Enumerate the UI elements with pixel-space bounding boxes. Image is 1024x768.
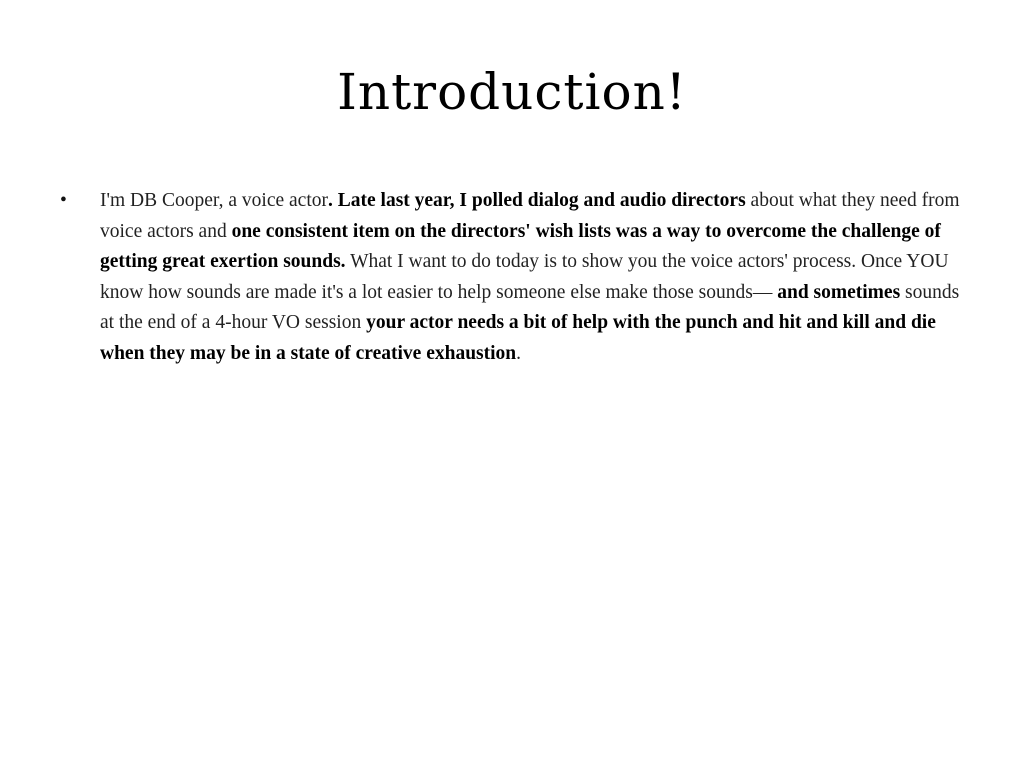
bullet-text: [100, 190, 960, 364]
slide-body: [60, 186, 965, 369]
bullet-text-segment-bold: your actor needs a bit of help with the punch and hit and kill and die when they may be in a state of creative exhaustion: [100, 312, 936, 364]
bullet-item: [60, 186, 965, 369]
slide-title: Introduction!: [337, 63, 687, 121]
bullet-text-segment: .: [516, 342, 522, 364]
bullet-text-segment-bold: and sometimes: [777, 281, 901, 303]
bullet-text-segment: I'm DB Cooper, a voice actor: [100, 190, 328, 211]
bullet-dot-icon: •: [60, 190, 67, 211]
bullet-text-segment: What I want to do today is to show you the voice actors' process. Once YOU know how sounds are made it's a lot easier to help someone else make those sounds—: [100, 251, 949, 303]
bullet-text-segment: sounds at the end of a 4-hour VO session: [100, 281, 960, 333]
bullet-text-segment-bold: one consistent item on the directors' wish lists was a way to overcome the challenge of getting great exertion sounds.: [100, 220, 941, 272]
bullet-text-segment-bold: . Late last year, I polled dialog and audio directors: [328, 190, 746, 211]
bullet-text-segment: about what they need from voice actors and: [100, 190, 960, 242]
